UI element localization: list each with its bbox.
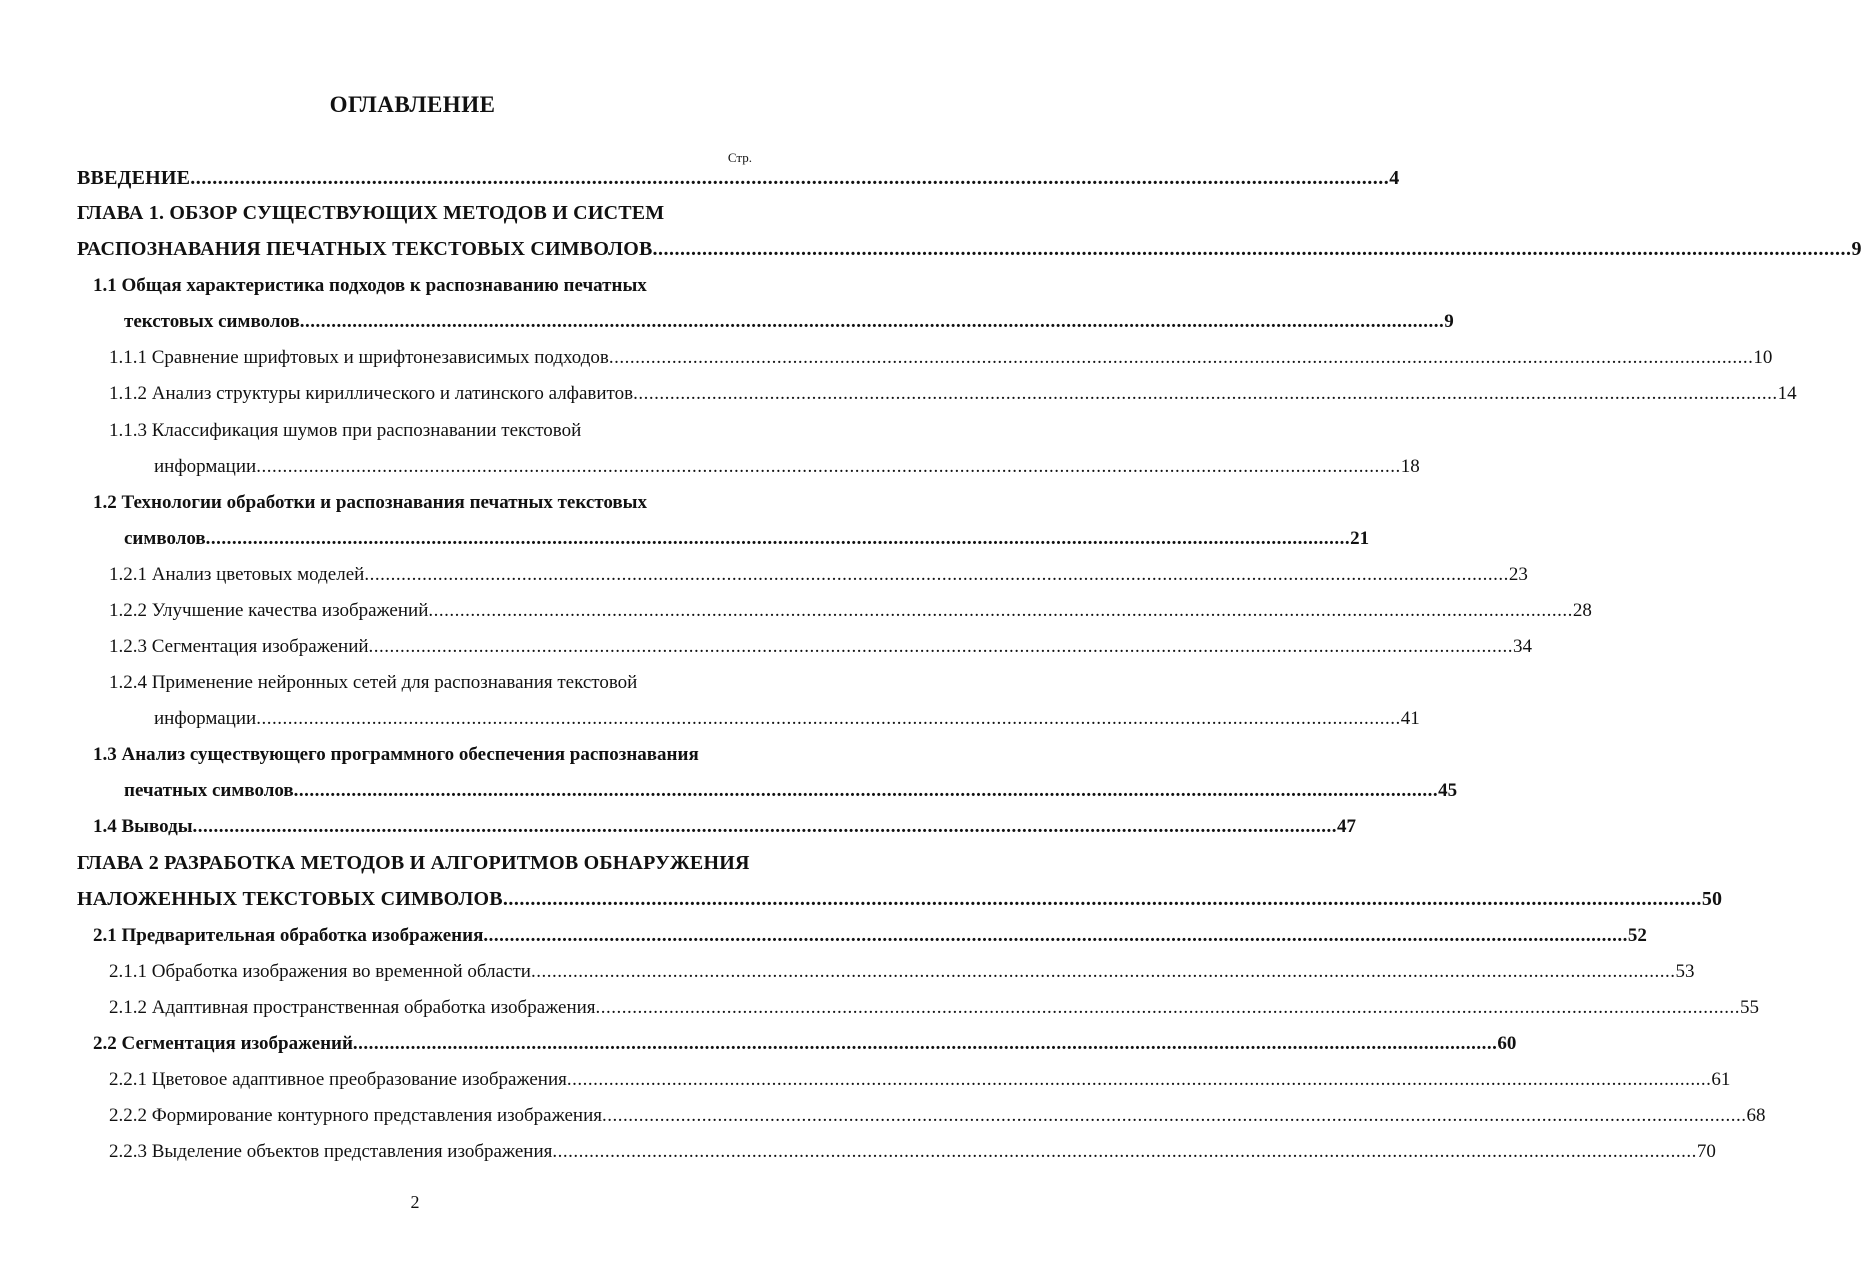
toc-entry-1-2-1[interactable]: 1.2.1 Анализ цветовых моделей .......................................................................................................................................................................................................................... 23	[109, 561, 752, 589]
dot-leader: ..........................................................................................................................................................................................................................	[352, 1033, 1498, 1054]
page-number: 70	[1696, 1141, 1716, 1162]
page-number: 68	[1746, 1105, 1766, 1126]
dot-leader: ..........................................................................................................................................................................................................................	[190, 167, 1390, 189]
page-number: 53	[1675, 961, 1695, 982]
dot-leader: ..........................................................................................................................................................................................................................	[192, 816, 1338, 837]
page-number: 9	[1851, 238, 1862, 260]
page-number: 18	[1400, 456, 1420, 477]
page-number: 10	[1753, 347, 1773, 368]
toc-entry-1-2-4-line1[interactable]: 1.2.4 Применение нейронных сетей для распознавания текстовой	[109, 672, 638, 693]
toc-entry-2-1-2[interactable]: 2.1.2 Адаптивная пространственная обработка изображения .......................................................................................................................................................................................................................... 55	[109, 994, 752, 1022]
toc-title: ОГЛАВЛЕНИЕ	[329, 92, 496, 117]
page-number: 9	[1444, 311, 1454, 332]
dot-leader: ..........................................................................................................................................................................................................................	[299, 311, 1445, 332]
dot-leader: ..........................................................................................................................................................................................................................	[293, 780, 1439, 801]
toc-entry-chapter-1[interactable]: РАСПОЗНАВАНИЯ ПЕЧАТНЫХ ТЕКСТОВЫХ СИМВОЛОВ .......................................................................................................................................................................................................................... 9	[77, 235, 752, 263]
toc-entry-2-2-3[interactable]: 2.2.3 Выделение объектов представления изображения .......................................................................................................................................................................................................................... 70	[109, 1138, 752, 1166]
dot-leader: ..........................................................................................................................................................................................................................	[633, 383, 1778, 404]
toc-entry-1-1[interactable]: текстовых символов .......................................................................................................................................................................................................................... 9	[124, 308, 752, 336]
page-number: 34	[1513, 636, 1533, 657]
toc-entry-2-2[interactable]: 2.2 Сегментация изображений .......................................................................................................................................................................................................................... 60	[93, 1030, 752, 1058]
dot-leader: ..........................................................................................................................................................................................................................	[205, 528, 1351, 549]
dot-leader: ..........................................................................................................................................................................................................................	[552, 1141, 1697, 1162]
dot-leader: ..........................................................................................................................................................................................................................	[364, 564, 1509, 585]
page-number: 4	[1389, 167, 1400, 189]
footer-page-number: 2	[410, 1192, 420, 1212]
toc-entry-introduction[interactable]: ВВЕДЕНИЕ .......................................................................................................................................................................................................................... 4	[77, 164, 752, 192]
toc-entry-1-1-1[interactable]: 1.1.1 Сравнение шрифтовых и шрифтонезависимых подходов .......................................................................................................................................................................................................................... 10	[109, 344, 752, 372]
toc-entry-chapter-1-line1[interactable]: ГЛАВА 1. ОБЗОР СУЩЕСТВУЮЩИХ МЕТОДОВ И СИСТЕМ	[77, 202, 665, 224]
page-number: 55	[1740, 997, 1760, 1018]
toc-entry-chapter-2[interactable]: НАЛОЖЕННЫХ ТЕКСТОВЫХ СИМВОЛОВ .......................................................................................................................................................................................................................... 50	[77, 885, 752, 913]
toc-entry-2-2-2[interactable]: 2.2.2 Формирование контурного представления изображения .......................................................................................................................................................................................................................... 68	[109, 1102, 752, 1130]
toc-entry-2-1[interactable]: 2.1 Предварительная обработка изображения .......................................................................................................................................................................................................................... 52	[93, 922, 752, 950]
page-number: 60	[1497, 1033, 1517, 1054]
toc-entry-1-2[interactable]: символов .......................................................................................................................................................................................................................... 21	[124, 525, 752, 553]
toc-entry-1-1-3-line1[interactable]: 1.1.3 Классификация шумов при распознавании текстовой	[109, 420, 582, 441]
toc-entry-1-4[interactable]: 1.4 Выводы .......................................................................................................................................................................................................................... 47	[93, 813, 752, 841]
page-number: 21	[1350, 528, 1370, 549]
page-number: 52	[1627, 925, 1647, 946]
page-number: 47	[1337, 816, 1357, 837]
dot-leader: ..........................................................................................................................................................................................................................	[595, 997, 1741, 1018]
toc-entry-1-3[interactable]: печатных символов .......................................................................................................................................................................................................................... 45	[124, 777, 752, 805]
page-number: 23	[1508, 564, 1528, 585]
page-number: 41	[1400, 708, 1420, 729]
dot-leader: ..........................................................................................................................................................................................................................	[256, 708, 1401, 729]
toc-entry-chapter-2-line1[interactable]: ГЛАВА 2 РАЗРАБОТКА МЕТОДОВ И АЛГОРИТМОВ ОБНАРУЖЕНИЯ	[77, 852, 750, 874]
page-number: 61	[1711, 1069, 1731, 1090]
toc-entry-1-2-line1[interactable]: 1.2 Технологии обработки и распознавания печатных текстовых	[93, 492, 647, 513]
toc-entry-1-1-2[interactable]: 1.1.2 Анализ структуры кириллического и латинского алфавитов .......................................................................................................................................................................................................................... 14	[109, 380, 752, 408]
dot-leader: ..........................................................................................................................................................................................................................	[530, 961, 1676, 982]
dot-leader: ..........................................................................................................................................................................................................................	[428, 600, 1573, 621]
dot-leader: ..........................................................................................................................................................................................................................	[566, 1069, 1712, 1090]
page-number: 50	[1701, 888, 1723, 910]
page-column-label: Стр.	[727, 150, 752, 165]
toc-entry-1-3-line1[interactable]: 1.3 Анализ существующего программного обеспечения распознавания	[93, 744, 699, 765]
toc-entry-1-1-line1[interactable]: 1.1 Общая характеристика подходов к распознаванию печатных	[93, 275, 647, 296]
dot-leader: ..........................................................................................................................................................................................................................	[483, 925, 1628, 946]
page-number: 28	[1572, 600, 1592, 621]
dot-leader: ..........................................................................................................................................................................................................................	[368, 636, 1514, 657]
dot-leader: ..........................................................................................................................................................................................................................	[608, 347, 1754, 368]
toc-entry-1-2-3[interactable]: 1.2.3 Сегментация изображений .......................................................................................................................................................................................................................... 34	[109, 633, 752, 661]
dot-leader: ..........................................................................................................................................................................................................................	[256, 456, 1401, 477]
dot-leader: ..........................................................................................................................................................................................................................	[602, 1105, 1747, 1126]
toc-entry-2-2-1[interactable]: 2.2.1 Цветовое адаптивное преобразование изображения .......................................................................................................................................................................................................................... 61	[109, 1066, 752, 1094]
toc-entry-1-1-3[interactable]: информации .......................................................................................................................................................................................................................... 18	[154, 453, 752, 481]
page-number: 14	[1777, 383, 1797, 404]
toc-entry-1-2-2[interactable]: 1.2.2 Улучшение качества изображений .......................................................................................................................................................................................................................... 28	[109, 597, 752, 625]
toc-entry-2-1-1[interactable]: 2.1.1 Обработка изображения во временной области .......................................................................................................................................................................................................................... 53	[109, 958, 752, 986]
page-number: 45	[1438, 780, 1458, 801]
toc-entry-1-2-4[interactable]: информации .......................................................................................................................................................................................................................... 41	[154, 705, 752, 733]
dot-leader: ..........................................................................................................................................................................................................................	[502, 888, 1702, 910]
dot-leader: ..........................................................................................................................................................................................................................	[652, 238, 1852, 260]
